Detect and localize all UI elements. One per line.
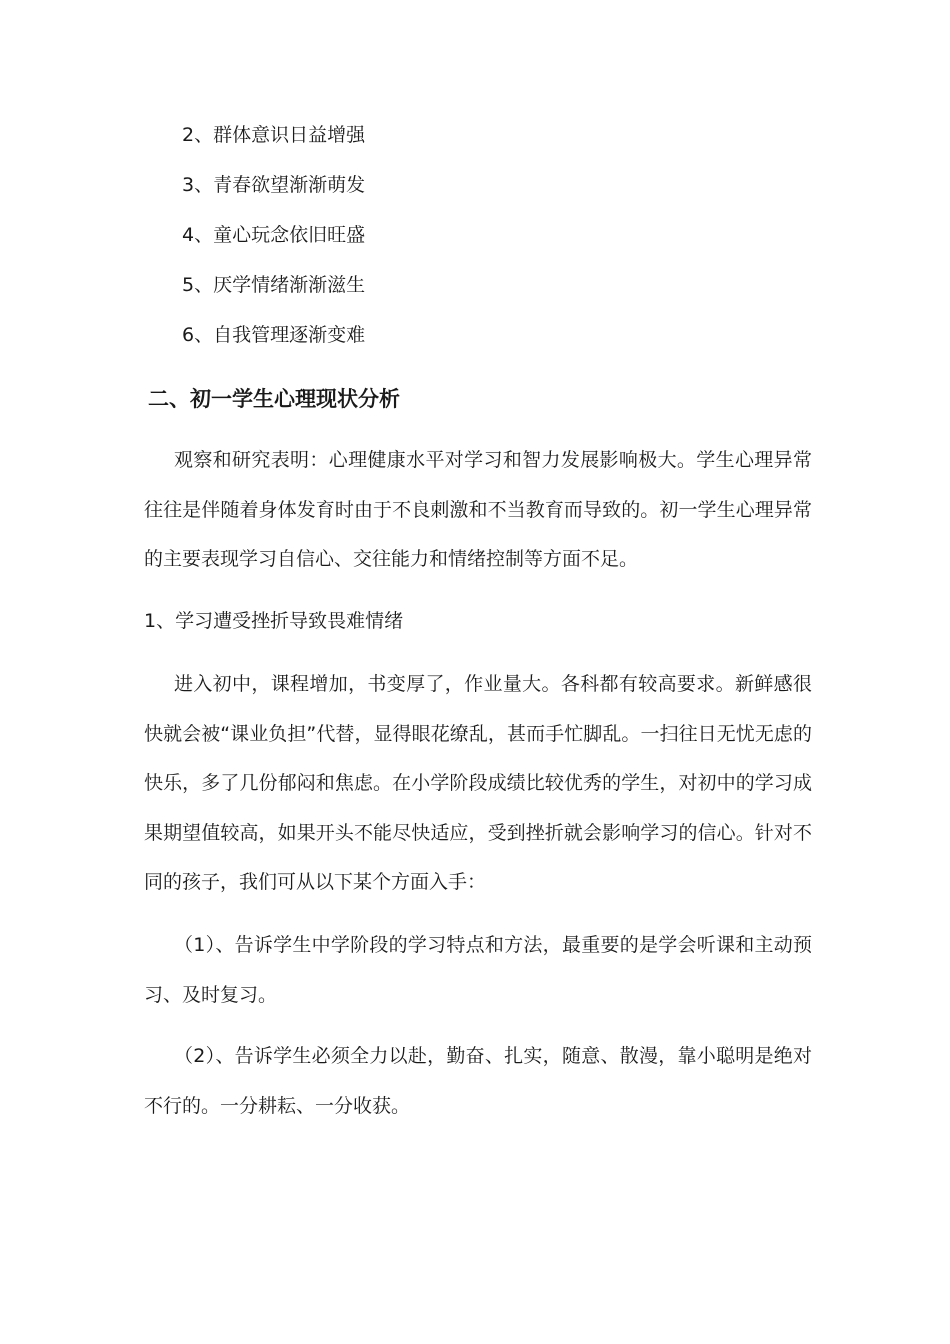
point-1-paragraph: （1）、告诉学生中学阶段的学习特点和方法，最重要的是学会听课和主动预习、及时复习。 [144,934,812,1006]
intro-paragraph: 观察和研究表明：心理健康水平对学习和智力发展影响极大。学生心理异常往往是伴随着身体发育时由于不良刺激和不当教育而导致的。初一学生心理异常的主要表现学习自信心、交往能力和情绪控制等方面不足。 [144,449,812,570]
sub-heading: 1、学习遭受挫折导致畏难情绪 [144,610,404,632]
point-2-paragraph: （2）、告诉学生必须全力以赴，勤奋、扎实，随意、散漫，靠小聪明是绝对不行的。一分耕耘、一分收获。 [144,1045,812,1117]
list-item: 5、厌学情绪渐渐滋生 [182,274,366,296]
list-item: 6、自我管理逐渐变难 [182,324,366,346]
list-item: 4、童心玩念依旧旺盛 [182,224,366,246]
list-item: 2、群体意识日益增强 [182,124,366,146]
list-item: 3、青春欲望渐渐萌发 [182,174,366,196]
section-heading: 二、初一学生心理现状分析 [148,387,400,411]
body-paragraph: 进入初中，课程增加，书变厚了，作业量大。各科都有较高要求。新鲜感很快就会被“课业负担”代替，显得眼花缭乱，甚而手忙脚乱。一扫往日无忧无虑的快乐，多了几份郁闷和焦虑。在小学阶段成绩比较优秀的学生，对初中的学习成果期望值较高，如果开头不能尽快适应，受到挫折就会影响学习的信心。针对不同的孩子，我们可从以下某个方面入手： [144,673,812,893]
